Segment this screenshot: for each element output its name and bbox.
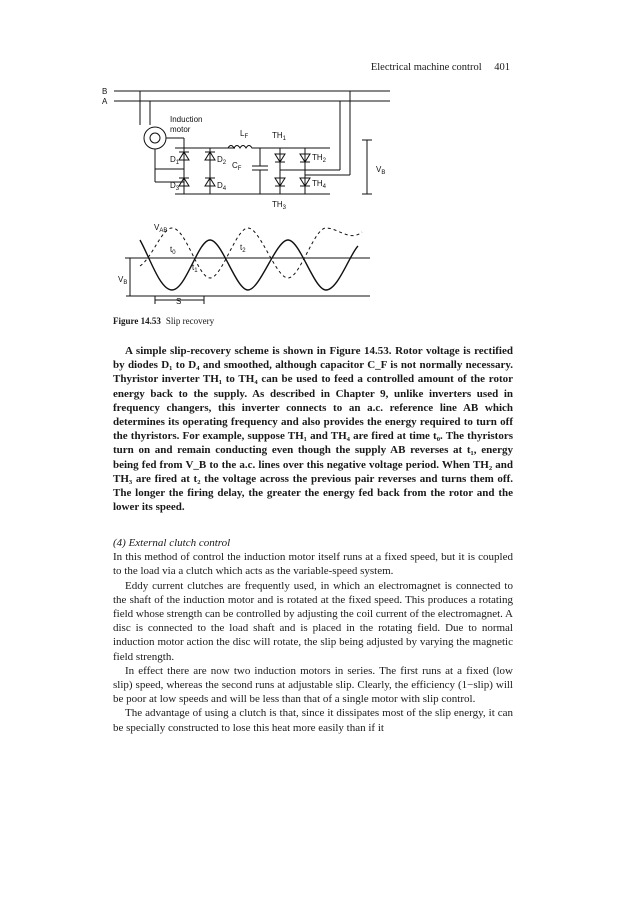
section-paragraph-2: Eddy current clutches are frequently used, in which an electromagnet is connected to the shaft of the induction motor and is rotated at the fixed speed. This produces a rotating field whose strength can be controlled by adjusting the coil current of the electromagnet. A disc is connected to the load shaft and is placed in the rotating field. Due to normal induction motor action the disc will rotate, the slip being adjusted by varying the magnetic field strength. <box>113 579 513 663</box>
section-paragraph-4: The advantage of using a clutch is that, since it dissipates most of the slip energy, it can be specially constructed to lose this heat more easily than if it <box>113 707 513 734</box>
paragraph-1-text: A simple slip-recovery scheme is shown in Figure 14.53. Rotor voltage is rectified by diodes D₁ to D₄ and smoothed, although capacitor C_F is not normally necessary. Thyristor inverter TH₁ to TH₄ can be used to feed a controlled amount of the rotor energy back to the supply. As described in Chapter 9, unlike inverters used in frequency changers, this inverter connects to an a.c. reference line AB which determines its operating frequency and also provides the energy required to turn off the thyristors. For example, suppose TH₁ and TH₄ are fired at time t₀. The thyristors turn on and remain conducting even though the supply AB reverses at t₁, energy being fed from V_B to the a.c. lines over this negative voltage period. When TH₂ and TH₃ are fired at t₂ the voltage across the previous pair reverses and turns them off. The longer the firing delay, the greater the energy fed back from the rotor and the lower its speed. <box>113 345 513 514</box>
section-heading: (4) External clutch control <box>113 537 231 549</box>
induction-label: Induction <box>170 115 203 124</box>
running-title: Electrical machine control <box>370 62 482 73</box>
circuit-diagram <box>100 82 400 312</box>
d4-label: $D_4$ <box>217 181 227 192</box>
t1-label: $t_1$ <box>192 263 198 274</box>
line-a-label: A <box>102 97 108 106</box>
vb-label: $V_B$ <box>376 165 386 176</box>
d3-label: $D_3$ <box>170 181 180 192</box>
induction-motor-symbol <box>144 127 166 149</box>
voltage-waveform <box>125 228 370 304</box>
cf-label: $C_F$ <box>232 161 242 172</box>
d1-label: $D_1$ <box>170 155 180 166</box>
d2-label: $D_2$ <box>217 155 227 166</box>
t0-label: $t_0$ <box>170 245 176 256</box>
motor-rotor-icon <box>150 133 160 143</box>
section-paragraph-3: In effect there are now two induction motors in series. The first runs at a fixed (low slip) speed, whereas the second runs at adjustable slip. Clearly, the efficiency (1−slip) will be poor at low speeds and will be less than that of a single motor with slip control. <box>113 664 513 706</box>
th2-label: $TH_2$ <box>312 153 327 164</box>
thyristor-bridge <box>270 148 350 194</box>
line-b-label: B <box>102 87 108 96</box>
th4-label: $TH_4$ <box>312 179 327 190</box>
supply-lines <box>114 91 390 101</box>
lf-label: $L_F$ <box>240 129 249 140</box>
section-external-clutch <box>113 536 513 735</box>
motor-label: motor <box>170 125 191 134</box>
figure-caption <box>113 316 214 326</box>
vab-waveform-solid <box>140 240 358 290</box>
vb-wave-label: $V_B$ <box>118 275 128 286</box>
s-label: S <box>176 297 182 306</box>
page-number: 401 <box>494 62 510 73</box>
running-head <box>330 62 510 73</box>
inductor-lf <box>210 146 270 149</box>
slip-recovery-figure <box>100 82 400 312</box>
section-paragraph-1: In this method of control the induction motor itself runs at a fixed speed, but it is coupled to the load via a clutch which acts as the variable-speed system. <box>113 551 513 578</box>
th3-label: $TH_3$ <box>272 200 287 211</box>
t2-label: $t_2$ <box>240 243 246 254</box>
caption-text: Slip recovery <box>165 316 215 326</box>
caption-label: Figure 14.53 <box>113 316 161 326</box>
vab-label: $V_{AB}$ <box>154 223 168 234</box>
body-paragraph-1 <box>113 344 513 514</box>
th1-label: $TH_1$ <box>272 131 287 142</box>
